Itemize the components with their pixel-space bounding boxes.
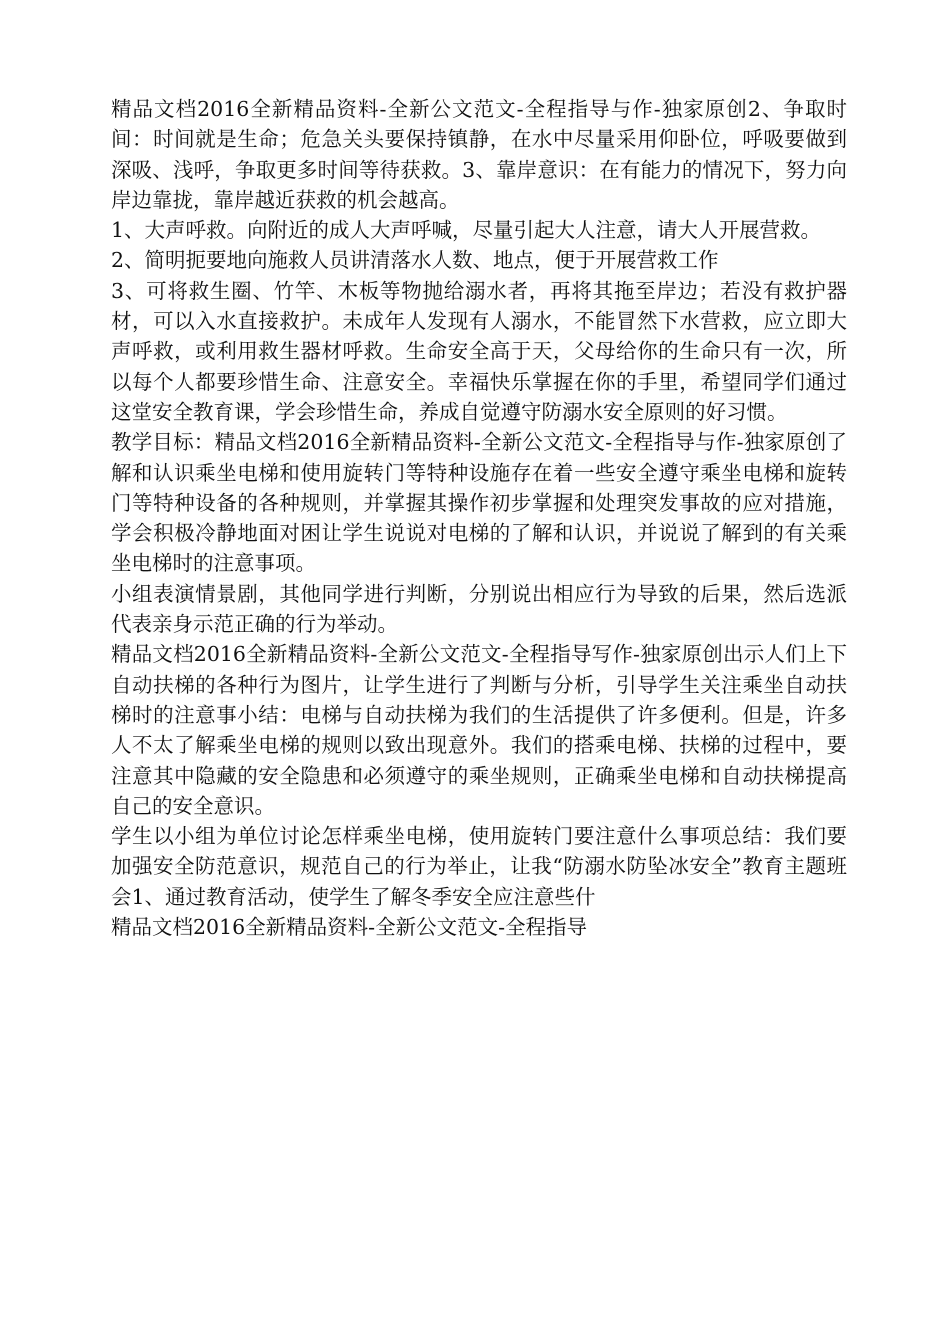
paragraph-group-discussion: 学生以小组为单位讨论怎样乘坐电梯，使用旋转门要注意什么事项总结：我们要加强安全防范意识，规范自己的行为举止，让我“防溺水防坠冰安全”教育主题班会1、通过教育活动，使学生了解冬季安全应注意些什 xyxy=(111,824,847,909)
document-body xyxy=(111,94,847,942)
paragraph-drowning-tips: 精品文档2016全新精品资料-全新公文范文-全程指导与作-独家原创2、争取时间：时间就是生命；危急关头要保持镇静，在水中尽量采用仰卧位，呼吸要做到深吸、浅呼，争取更多时间等待获救。3、靠岸意识：在有能力的情况下，努力向岸边靠拢，靠岸越近获救的机会越高。 xyxy=(111,97,847,212)
paragraph-rescue-equipment: 3、可将救生圈、竹竿、木板等物抛给溺水者，再将其拖至岸边；若没有救护器材，可以入水直接救护。未成年人发现有人溺水，不能冒然下水营救，应立即大声呼救，或利用救生器材呼救。生命安全高于天，父母给你的生命只有一次，所以每个人都要珍惜生命、注意安全。幸福快乐掌握在你的手里，希望同学们通过这堂安全教育课，学会珍惜生命，养成自觉遵守防溺水安全原则的好习惯。 xyxy=(111,278,847,424)
paragraph-report-details: 2、简明扼要地向施救人员讲清落水人数、地点，便于开展营救工作 xyxy=(111,248,719,273)
paragraph-group-role-play: 小组表演情景剧，其他同学进行判断，分别说出相应行为导致的后果，然后选派代表亲身示范正确的行为举动。 xyxy=(111,581,847,637)
paragraph-call-for-help: 1、大声呼救。向附近的成人大声呼喊，尽量引起大人注意，请大人开展营救。 xyxy=(111,218,822,243)
paragraph-footer-line: 精品文档2016全新精品资料-全新公文范文-全程指导 xyxy=(111,915,588,940)
paragraph-escalator-summary: 精品文档2016全新精品资料-全新公文范文-全程指导写作-独家原创出示人们上下自动扶梯的各种行为图片，让学生进行了判断与分析，引导学生关注乘坐自动扶梯时的注意事小结：电梯与自动扶梯为我们的生活提供了许多便利。但是，许多人不太了解乘坐电梯的规则以致出现意外。我们的搭乘电梯、扶梯的过程中，要注意其中隐藏的安全隐患和必须遵守的乘坐规则，正确乘坐电梯和自动扶梯提高自己的安全意识。 xyxy=(111,642,847,818)
paragraph-teaching-goals: 教学目标：精品文档2016全新精品资料-全新公文范文-全程指导与作-独家原创了解和认识乘坐电梯和使用旋转门等特种设施存在着一些安全遵守乘坐电梯和旋转门等特种设备的各种规则，并掌握其操作初步掌握和处理突发事故的应对措施，学会积极冷静地面对困让学生说说对电梯的了解和认识，并说说了解到的有关乘坐电梯时的注意事项。 xyxy=(111,430,847,576)
